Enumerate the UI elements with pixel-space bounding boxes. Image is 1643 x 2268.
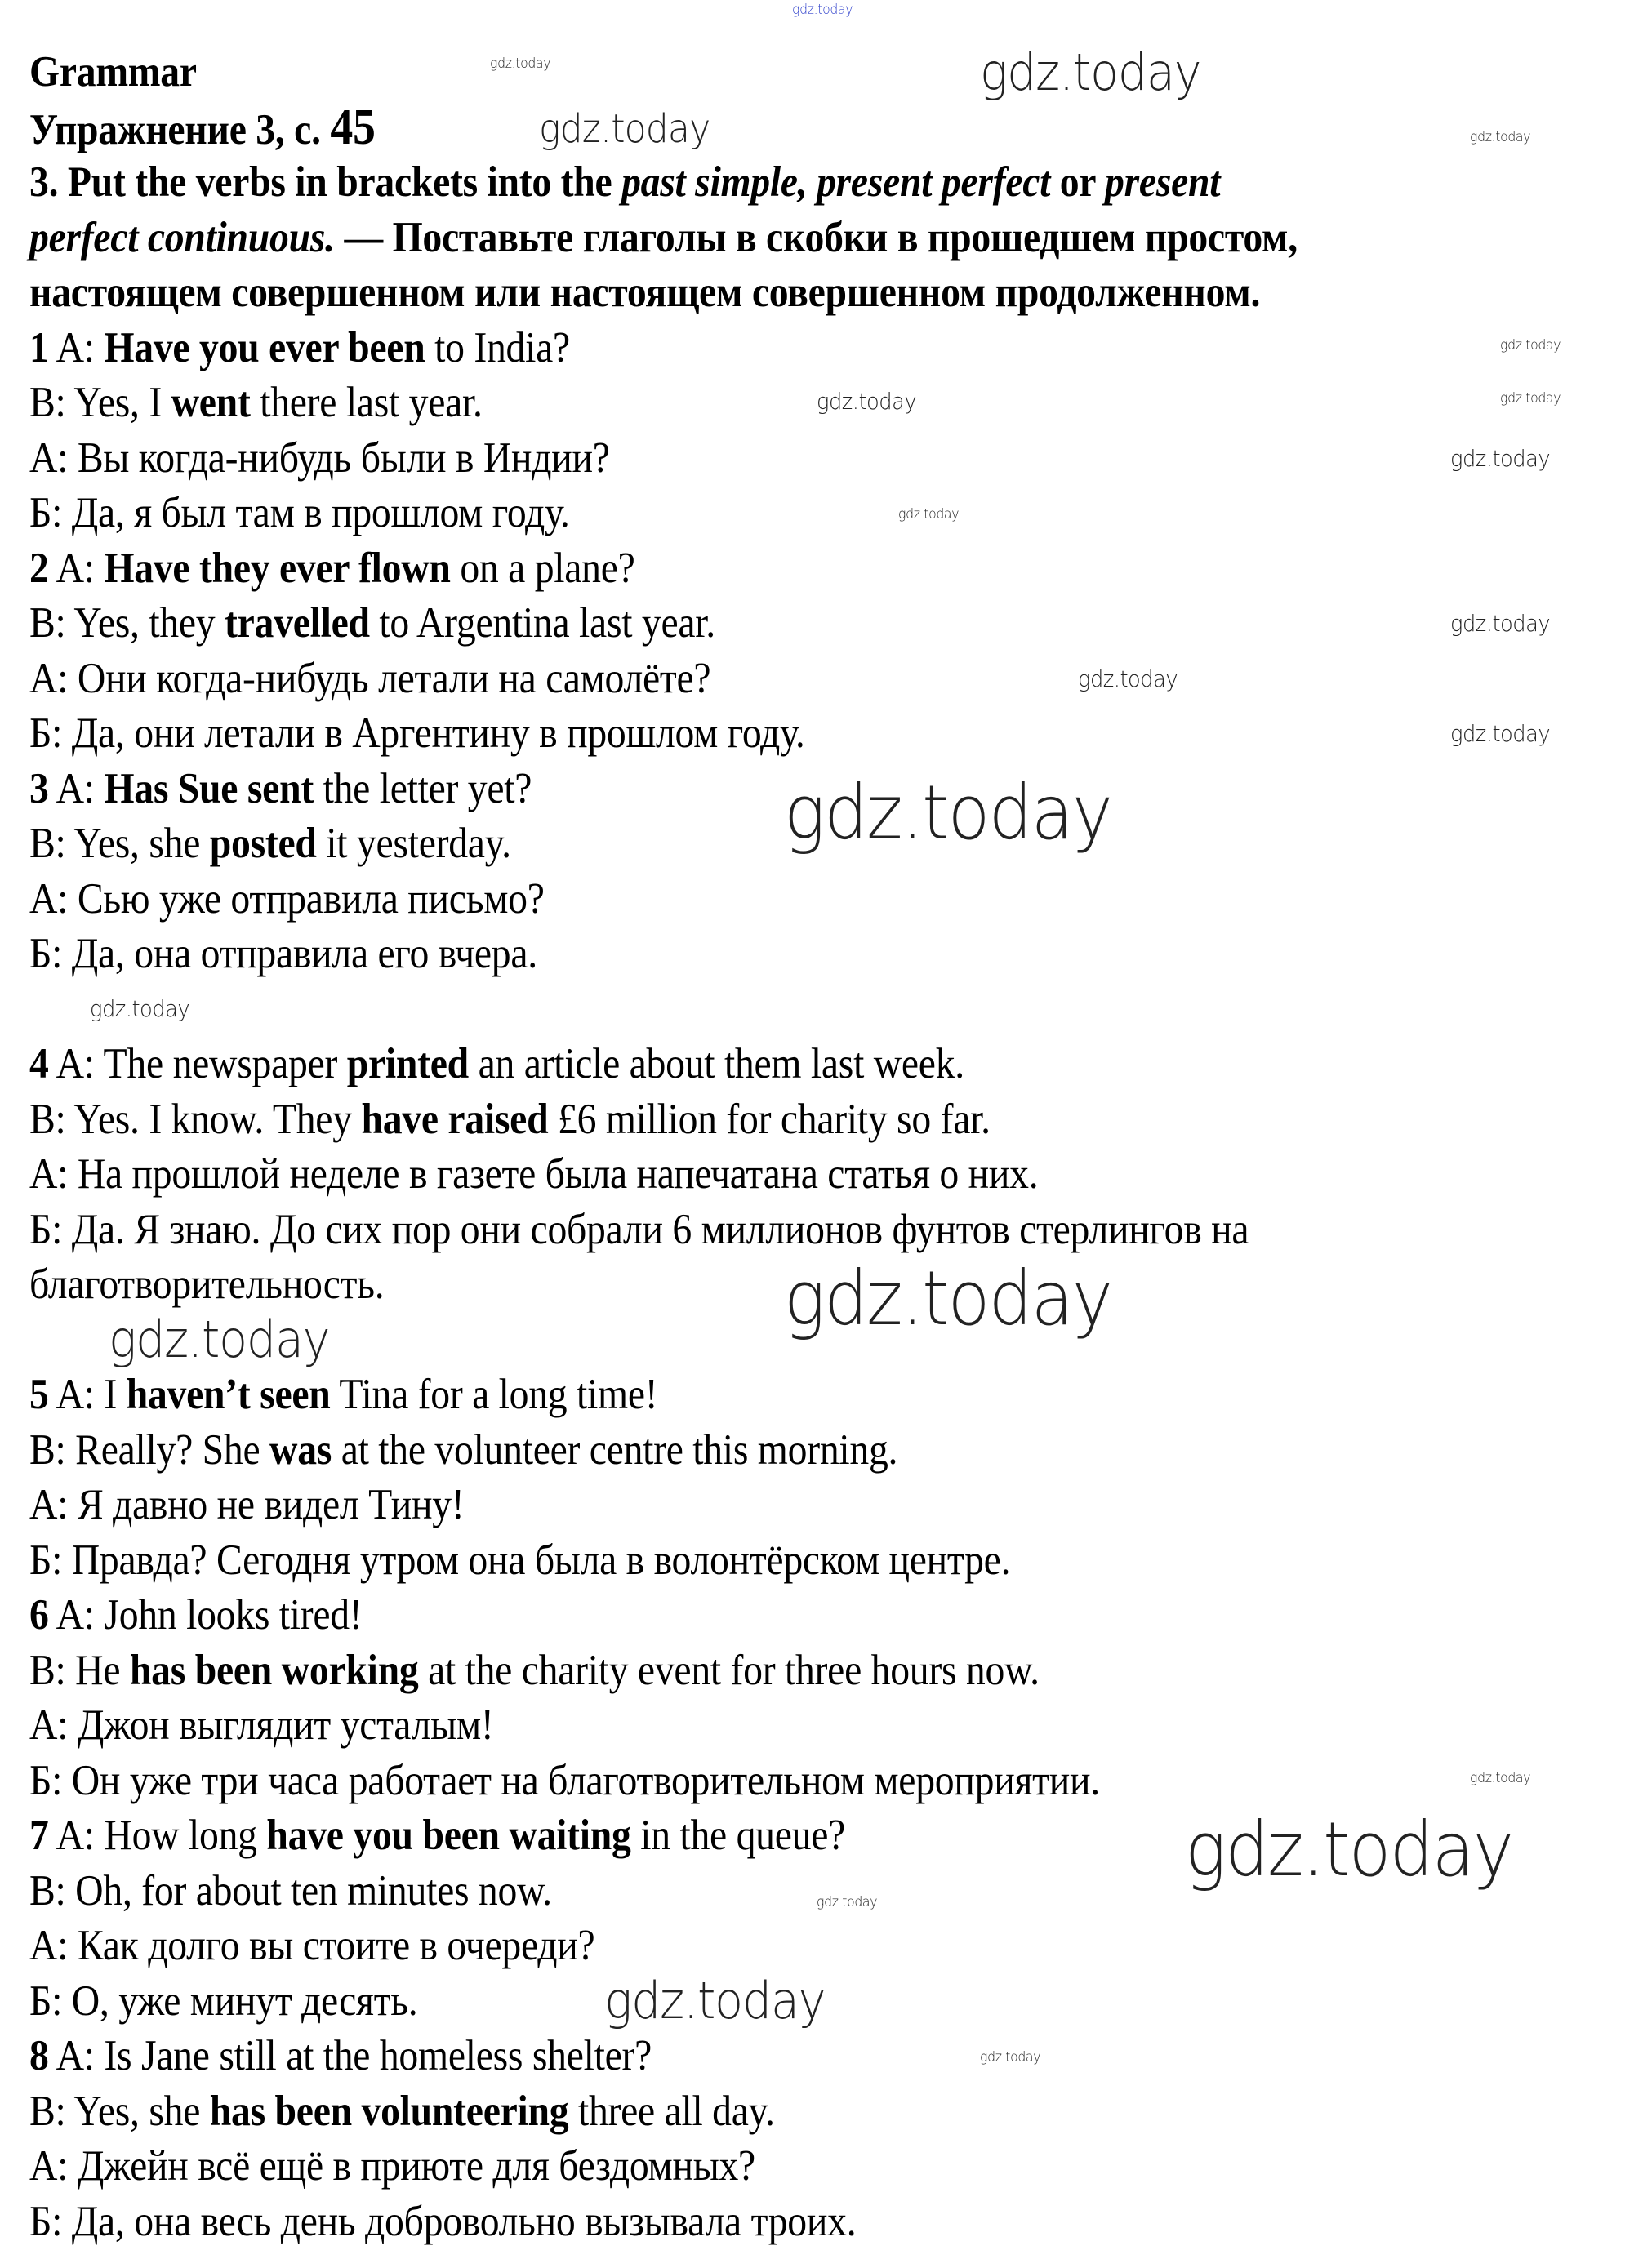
text-line [29, 321, 1470, 376]
text-line [29, 927, 1470, 982]
blank-line [29, 982, 1470, 1038]
text-line [29, 1037, 1470, 1092]
text-segment: А: Как долго вы стоите в очереди? [29, 1922, 595, 1969]
text-segment: A: How long [48, 1812, 267, 1859]
watermark: gdz.today [539, 106, 710, 152]
text-line [29, 2084, 1470, 2140]
text-segment: Б: Он уже три часа работает на благотворительном мероприятии. [29, 1756, 1100, 1804]
text-line [29, 651, 1470, 707]
text-line [29, 1147, 1470, 1203]
text-line [29, 1754, 1470, 1809]
text-segment: А: Сью уже отправила письмо? [29, 874, 545, 923]
watermark: gdz.today [1450, 720, 1551, 747]
watermark: gdz.today [784, 1255, 1112, 1342]
watermark: gdz.today [1470, 1770, 1531, 1786]
answer-verb: Have they ever flown [104, 544, 451, 592]
text-segment: А: Джон выглядит усталым! [29, 1701, 494, 1749]
text-line [29, 1588, 1470, 1643]
text-segment: A: I [48, 1371, 127, 1418]
text-line [29, 2195, 1470, 2250]
heading-line [29, 155, 1470, 211]
answer-verb: haven’t seen [126, 1371, 331, 1418]
text-segment: B: Oh, for about ten minutes now. [29, 1866, 552, 1914]
text-line [29, 1919, 1470, 1974]
watermark: gdz.today [980, 42, 1201, 102]
text-segment: Б: Да, она весь день добровольно вызывала троих. [29, 2197, 857, 2245]
text-segment: B: Yes, I [29, 379, 171, 426]
heading-line [29, 100, 1470, 156]
text-line [29, 1257, 1470, 1313]
text-segment: Tina for a long time! [330, 1371, 658, 1418]
text-segment: Б: Да, я был там в прошлом году. [29, 489, 570, 536]
answer-verb: 8 [29, 2032, 49, 2079]
text-line [29, 1367, 1470, 1423]
answer-verb: 7 [29, 1812, 49, 1859]
text-segment: благотворительность. [29, 1261, 385, 1308]
text-segment: А: Джейн всё ещё в приюте для бездомных? [29, 2142, 755, 2190]
text-line [29, 486, 1470, 541]
answer-verb: printed [346, 1040, 469, 1087]
text-line [29, 1203, 1470, 1258]
text-line [29, 706, 1470, 762]
watermark: gdz.today [490, 56, 551, 72]
answer-verb: 5 [29, 1371, 49, 1418]
text-segment: £6 million for charity so far. [548, 1095, 991, 1143]
text-segment: B: Yes. I know. They [29, 1095, 362, 1143]
heading-line [29, 211, 1470, 266]
answer-verb: have you been waiting [266, 1812, 631, 1859]
text-segment: B: He [29, 1646, 130, 1694]
text-segment: to Argentina last year. [369, 599, 715, 647]
text-segment: there last year. [250, 379, 483, 426]
text-segment: Б: Правда? Сегодня утром она была в волонтёрском центре. [29, 1536, 1011, 1584]
text-line [29, 541, 1470, 597]
watermark: gdz.today [109, 1310, 330, 1369]
text-line [29, 816, 1470, 872]
text-line [29, 872, 1470, 927]
text-segment: B: Yes, they [29, 599, 225, 647]
text-line [29, 1092, 1470, 1148]
text-line [29, 762, 1470, 817]
text-segment: B: Really? She [29, 1425, 270, 1474]
answer-verb: 1 [29, 323, 49, 371]
text-segment: A: [48, 323, 105, 371]
watermark: gdz.today [604, 1971, 826, 2030]
heading-line [29, 42, 1470, 102]
watermark: gdz.today [1470, 129, 1531, 145]
text-segment: Б: Да, они летали в Аргентину в прошлом году. [29, 709, 805, 757]
text-segment: past simple, present perfect [621, 158, 1051, 206]
text-line [29, 1698, 1470, 1754]
answer-verb: Has Sue sent [104, 764, 314, 812]
answer-verb: went [171, 379, 251, 426]
answer-verb: 4 [29, 1040, 49, 1087]
text-line [29, 1423, 1470, 1479]
answer-verb: 3 [29, 764, 49, 812]
text-segment: — Поставьте глаголы в скобки в прошедшем простом, [334, 213, 1298, 261]
text-line [29, 431, 1470, 487]
watermark: gdz.today [1450, 445, 1551, 472]
watermark: gdz.today [980, 2049, 1041, 2066]
watermark: gdz.today [1500, 390, 1561, 407]
text-segment: настоящем совершенном или настоящем совершенном продолженном. [29, 269, 1261, 316]
text-segment: on a plane? [450, 544, 635, 592]
text-segment: A: Is Jane still at the homeless shelter? [48, 2032, 652, 2079]
text-line [29, 376, 1470, 431]
text-segment: at the volunteer centre this morning. [332, 1425, 898, 1474]
text-segment: it yesterday. [316, 820, 511, 867]
watermark[interactable]: gdz.today [792, 2, 853, 18]
watermark: gdz.today [817, 1894, 878, 1910]
answer-verb: 6 [29, 1591, 49, 1639]
text-segment: A: John looks tired! [48, 1591, 363, 1639]
answer-verb: has been working [129, 1646, 419, 1694]
text-line [29, 2029, 1470, 2084]
answer-verb: have raised [361, 1095, 549, 1143]
text-line [29, 596, 1470, 651]
text-segment: B: Yes, she [29, 820, 210, 867]
text-line [29, 1643, 1470, 1699]
text-segment: Упражнение 3, с. [29, 105, 331, 153]
text-segment: at the charity event for three hours now. [418, 1646, 1040, 1694]
text-line [29, 2139, 1470, 2195]
text-segment: or [1050, 158, 1106, 206]
heading-line [29, 265, 1470, 321]
text-segment: Grammar [29, 48, 197, 96]
text-segment: three all day. [568, 2087, 775, 2135]
answer-verb: posted [209, 820, 317, 867]
answer-verb: has been volunteering [209, 2087, 569, 2135]
text-segment: А: Они когда-нибудь летали на самолёте? [29, 654, 711, 702]
text-segment: present [1105, 158, 1221, 206]
text-segment: perfect continuous. [29, 213, 335, 261]
watermark: gdz.today [898, 506, 960, 523]
answer-verb: travelled [225, 599, 370, 647]
text-segment: А: На прошлой неделе в газете была напечатана статья о них. [29, 1150, 1039, 1198]
text-segment: A: The newspaper [48, 1040, 347, 1087]
answer-verb: 2 [29, 544, 49, 592]
text-segment: Б: О, уже минут десять. [29, 1977, 418, 2025]
text-segment: B: Yes, she [29, 2087, 210, 2135]
text-segment: to India? [425, 323, 570, 371]
watermark: gdz.today [1450, 610, 1551, 637]
text-segment: A: [48, 764, 105, 812]
text-segment: А: Вы когда-нибудь были в Индии? [29, 434, 610, 482]
text-segment: Б: Да, она отправила его вчера. [29, 930, 537, 977]
text-segment: in the queue? [630, 1812, 846, 1859]
text-line [29, 1533, 1470, 1589]
text-line [29, 1478, 1470, 1533]
watermark: gdz.today [784, 769, 1112, 856]
text-segment: 45 [330, 99, 376, 155]
watermark: gdz.today [1500, 337, 1561, 354]
answer-verb: was [269, 1425, 332, 1474]
watermark: gdz.today [1078, 665, 1178, 692]
exercise-document [29, 42, 1630, 2249]
watermark: gdz.today [1185, 1806, 1513, 1893]
text-segment: A: [48, 544, 105, 592]
text-segment: А: Я давно не видел Тину! [29, 1481, 465, 1528]
text-segment: an article about them last week. [468, 1040, 964, 1087]
answer-verb: Have you ever been [104, 323, 425, 371]
text-segment: the letter yet? [313, 764, 532, 812]
text-segment: Б: Да. Я знаю. До сих пор они собрали 6 миллионов фунтов стерлингов на [29, 1205, 1249, 1253]
text-segment: 3. Put the verbs in brackets into the [29, 158, 622, 206]
watermark: gdz.today [90, 995, 190, 1022]
watermark: gdz.today [817, 388, 917, 415]
